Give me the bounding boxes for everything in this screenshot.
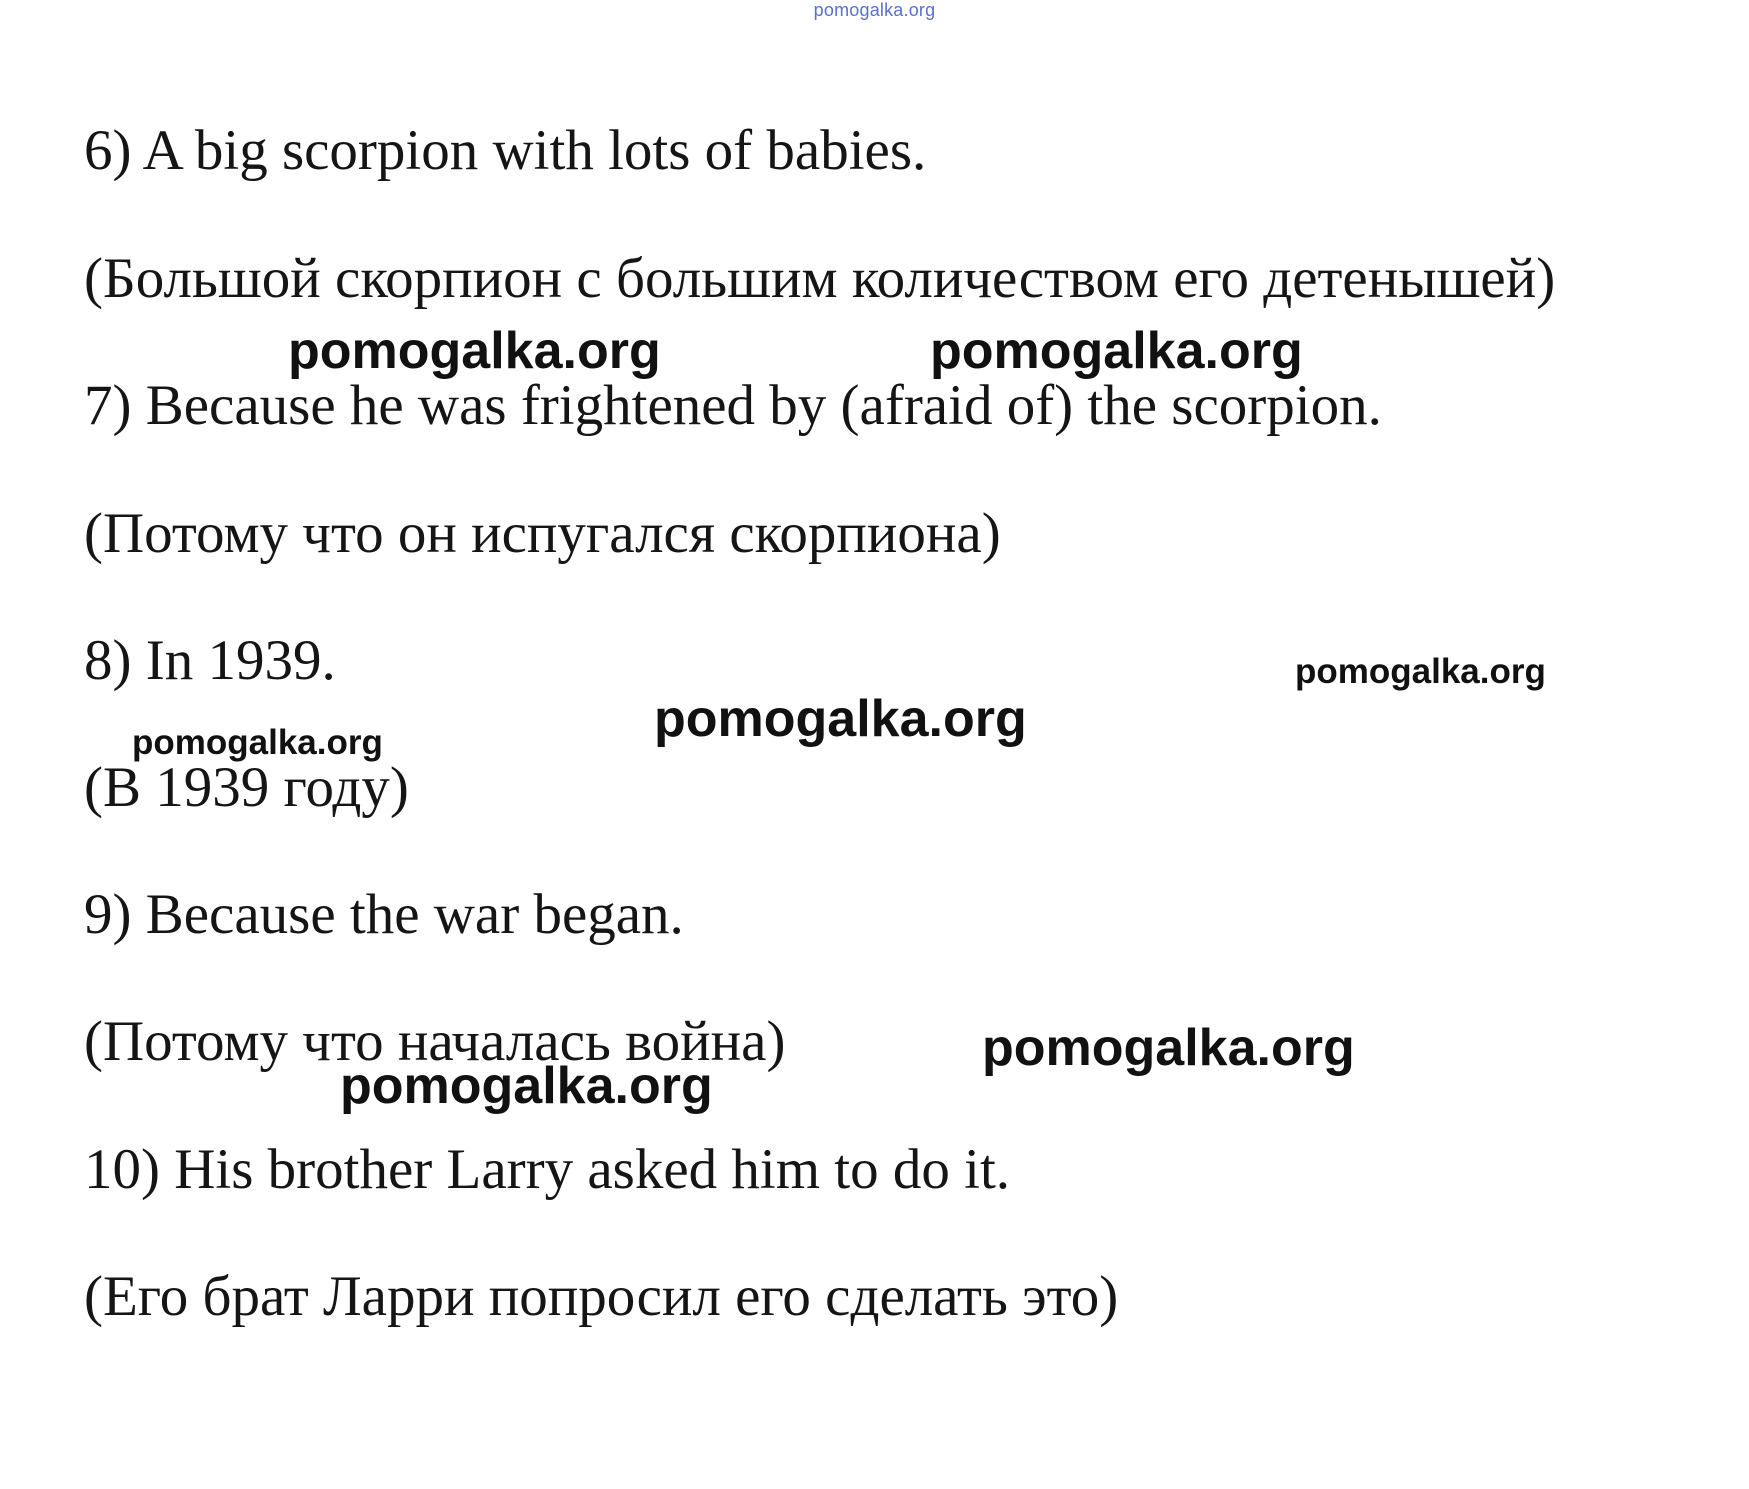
- watermark: pomogalka.org: [132, 723, 383, 762]
- watermark: pomogalka.org: [654, 690, 1027, 748]
- watermark: pomogalka.org: [982, 1019, 1355, 1077]
- watermark: pomogalka.org: [340, 1057, 713, 1115]
- answer-10-russian: (Его брат Ларри попросил его сделать это): [84, 1265, 1119, 1328]
- answer-6-russian: (Большой скорпион с большим количеством его детенышей): [84, 247, 1556, 310]
- site-watermark-header: pomogalka.org: [813, 0, 936, 20]
- answer-7-english: 7) Because he was frightened by (afraid of) the scorpion.: [84, 374, 1382, 437]
- watermark: pomogalka.org: [930, 322, 1303, 380]
- answer-7-russian: (Потому что он испугался скорпиона): [84, 502, 1001, 565]
- answer-9-russian: (Потому что началась война): [84, 1010, 786, 1073]
- answer-6-english: 6) A big scorpion with lots of babies.: [84, 119, 927, 182]
- watermark: pomogalka.org: [288, 322, 661, 380]
- answer-9-english: 9) Because the war began.: [84, 883, 684, 946]
- answer-10-english: 10) His brother Larry asked him to do it.: [84, 1138, 1011, 1201]
- answer-8-english: 8) In 1939.: [84, 629, 336, 692]
- watermark: pomogalka.org: [1295, 652, 1546, 691]
- answer-8-russian: (В 1939 году): [84, 756, 409, 819]
